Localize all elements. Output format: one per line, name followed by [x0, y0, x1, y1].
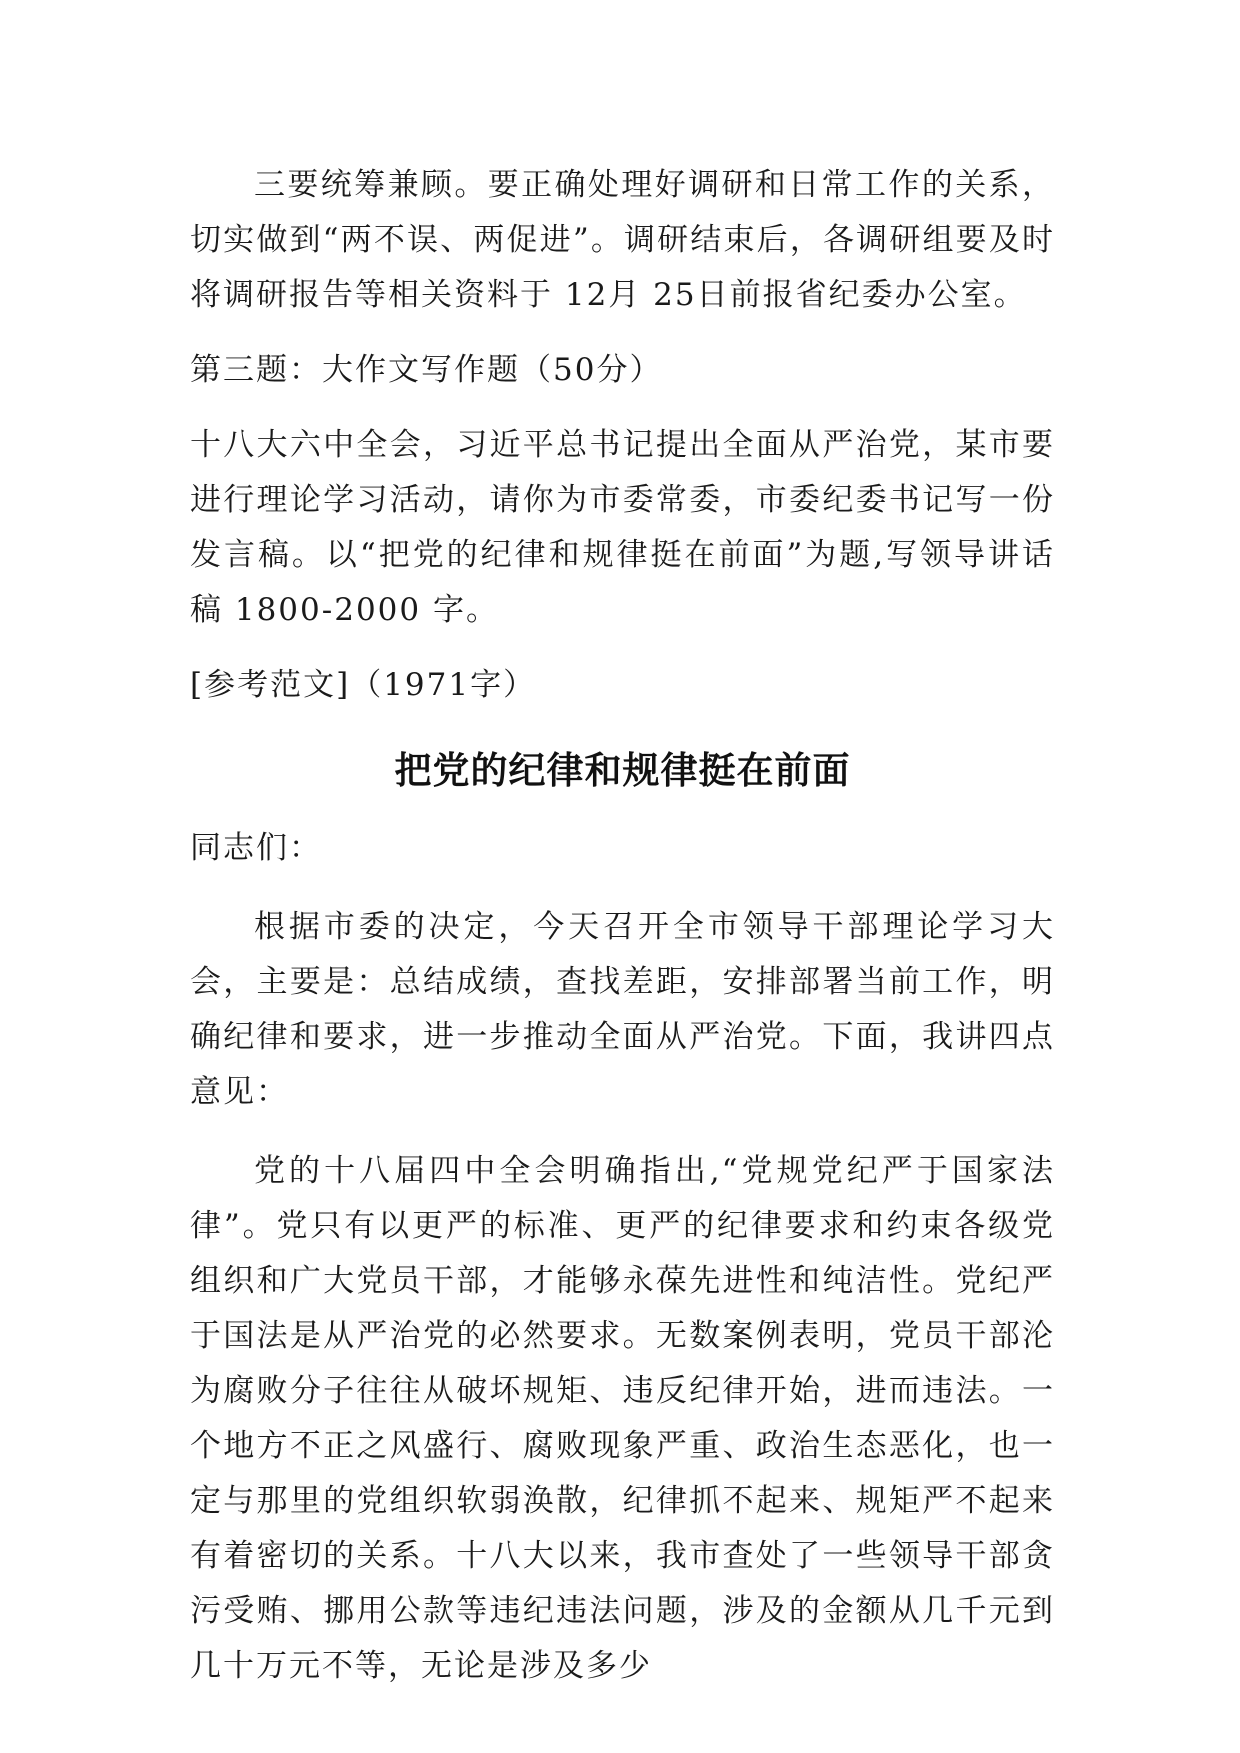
question-three-prompt: 十八大六中全会，习近平总书记提出全面从严治党，某市要进行理论学习活动，请你为市委常委，市委纪委书记写一份发言稿。以“把党的纪律和规律挺在前面”为题,写领导讲话稿 1800-2000 字。 [190, 427, 1055, 628]
question-three-heading: 第三题：大作文写作题（50分） [190, 352, 663, 388]
essay-title: 把党的纪律和规律挺在前面 [394, 749, 851, 792]
paragraph-introduction: 根据市委的决定，今天召开全市领导干部理论学习大会，主要是：总结成绩，查找差距，安排部署当前工作，明确纪律和要求，进一步推动全面从严治党。下面，我讲四点意见： [190, 909, 1055, 1110]
paragraph-party-discipline: 党的十八届四中全会明确指出,“党规党纪严于国家法律”。党只有以更严的标准、更严的纪律要求和约束各级党组织和广大党员干部，才能够永葆先进性和纯洁性。党纪严于国法是从严治党的必然要求。无数案例表明，党员干部沦为腐败分子往往从破坏规矩、违反纪律开始，进而违法。一个地方不正之风盛行、腐败现象严重、政治生态恶化，也一定与那里的党组织软弱涣散，纪律抓不起来、规矩严不起来有着密切的关系。十八大以来，我市查处了一些领导干部贪污受贿、挪用公款等违纪违法问题，涉及的金额从几千元到几十万元不等，无论是涉及多少 [190, 1153, 1055, 1684]
document-body [190, 158, 1055, 1694]
reference-essay-label: [参考范文]（1971字） [190, 667, 537, 703]
paragraph-coordination: 三要统筹兼顾。要正确处理好调研和日常工作的关系，切实做到“两不误、两促进”。调研结束后，各调研组要及时将调研报告等相关资料于 12月 25日前报省纪委办公室。 [190, 167, 1055, 313]
salutation: 同志们： [190, 830, 322, 866]
